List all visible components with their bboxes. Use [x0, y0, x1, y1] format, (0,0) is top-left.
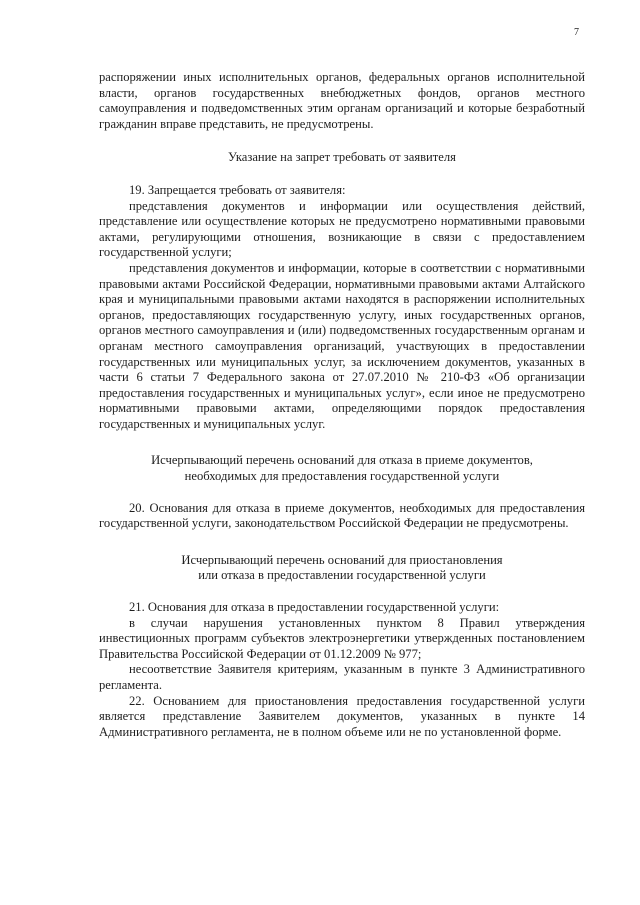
- spacer: [99, 584, 585, 600]
- section-heading-prohibition: Указание на запрет требовать от заявителя: [228, 150, 456, 165]
- page-number: 7: [574, 27, 579, 38]
- paragraph-21: 21. Основания для отказа в предоставлении государственной услуги:: [129, 600, 500, 615]
- paragraph-intro-continuation: распоряжении иных исполнительных органов, федеральных органов исполнительной власти, органов государственных внебюджетных фондов, органов местного самоуправления и подведомственных этим органам организаций и которые безработный гражданин вправе представить, не предусмотрены.: [99, 70, 585, 131]
- paragraph-19: 19. Запрещается требовать от заявителя:: [129, 182, 346, 197]
- paragraph-19-item-1: представления документов и информации или осуществления действий, представление или осуществление которых не предусмотрено нормативными правовыми актами, регулирующими отношения, возникающие в связи с предоставлением государственной услуги;: [99, 198, 585, 260]
- paragraph-21-item-2: несоответствие Заявителя критериям, указанным в пункте 3 Административного регламента.: [99, 662, 585, 692]
- paragraph-22: 22. Основанием для приостановления предоставления государственной услуги является представление Заявителем документов, указанных в пункте 14 Административного регламента, не в полном объеме или не по установленной форме.: [99, 693, 585, 739]
- spacer: [99, 166, 585, 183]
- paragraph-19-item-2: представления документов и информации, которые в соответствии с нормативными правовыми актами Российской Федерации, нормативными правовыми актами Алтайского края и муниципальными правовыми актами находятся в распоряжении исполнительных органов, предоставляющих государственную услугу, иных государственных органов, органов местного самоуправления и (или) подведомственных государственным органам и органам местного самоуправления организаций, участвующих в предоставлении государственных или муниципальных услуг, за исключением документов, указанных в части 6 статьи 7 Федерального закона от 27.07.2010 № 210-ФЗ «Об организации предоставления государственных и муниципальных услуг», если иное не предусмотрено нормативными правовыми актами, определяющими порядок предоставления государственных и муниципальных услуг.: [99, 260, 585, 431]
- document-body: [99, 70, 585, 740]
- paragraph-21-item-1: в случаи нарушения установленных пунктом 8 Правил утверждения инвестиционных программ субъектов электроэнергетики утвержденных постановлением Правительства Российской Федерации от 01.12.2009 № 977;: [99, 615, 585, 661]
- spacer: [99, 532, 585, 553]
- spacer: [99, 432, 585, 453]
- spacer: [99, 132, 585, 150]
- section-heading-suspension-refusal: Исчерпывающий перечень оснований для приостановления или отказа в предоставлении государственной услуги: [181, 552, 503, 583]
- spacer: [99, 485, 585, 501]
- section-heading-refusal-reception: Исчерпывающий перечень оснований для отказа в приеме документов, необходимых для предоставления государственной услуги: [151, 453, 533, 484]
- paragraph-20: 20. Основания для отказа в приеме документов, необходимых для предоставления государственной услуги, законодательством Российской Федерации не предусмотрены.: [99, 500, 585, 531]
